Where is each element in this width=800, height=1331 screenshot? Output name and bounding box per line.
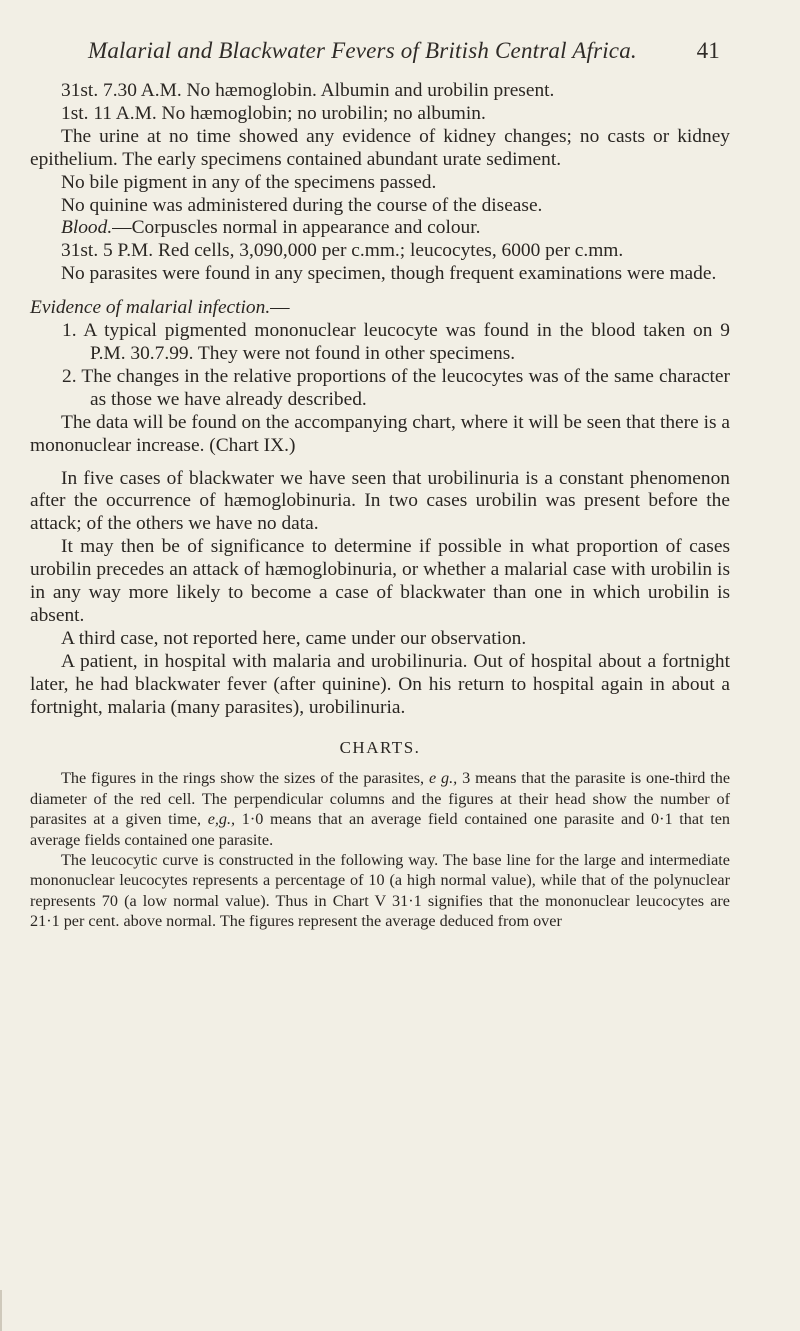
- evidence-item-1: 1. A typical pigmented mononuclear leucocyte was found in the blood taken on 9 P.M. 30.7.99. They were not found in other specimens.: [62, 320, 730, 364]
- discussion-paragraph-1: In five cases of blackwater we have seen that urobilinuria is a constant phenomenon after the occurrence of hæmoglobinuria. In two cases urobilin was present before the attack; of the others we have no data.: [30, 467, 730, 535]
- running-title: Malarial and Blackwater Fevers of British Central Africa.: [88, 38, 637, 63]
- observation-1st: 1st. 11 A.M. No hæmoglobin; no urobilin; no albumin.: [61, 102, 486, 124]
- discussion-paragraph-4: A patient, in hospital with malaria and urobilinuria. Out of hospital about a fortnight later, he had blackwater fever (after quinine). On his return to hospital again in about a fortnight, malaria (many parasites), urobilinuria.: [30, 650, 730, 718]
- parasites-paragraph: No parasites were found in any specimen, though frequent examinations were made.: [61, 263, 717, 285]
- charts-note-1-eg: e g.,: [428, 769, 458, 788]
- charts-heading: CHARTS.: [339, 738, 421, 758]
- bile-paragraph: No bile pigment in any of the specimens passed.: [61, 171, 437, 193]
- charts-note-1-eg: e,g.,: [207, 810, 236, 829]
- charts-note-1-part: The figures in the rings show the sizes of the parasites,: [61, 769, 425, 788]
- blood-text: —Corpuscles normal in appearance and colour.: [112, 217, 481, 239]
- charts-note-1-part: 1·0 means that an average field contained one parasite and 0·1 that ten average fields contained one parasite.: [30, 810, 731, 849]
- page-body: [30, 80, 730, 932]
- evidence-item-2: 2. The changes in the relative proportions of the leucocytes was of the same character as those we have already described.: [62, 365, 730, 410]
- evidence-heading: Evidence of malarial infection.: [30, 297, 271, 319]
- spacer: [30, 286, 730, 297]
- charts-notes: [30, 768, 730, 931]
- blood-count-paragraph: 31st. 5 P.M. Red cells, 3,090,000 per c.mm.; leucocytes, 6000 per c.mm.: [61, 240, 624, 262]
- quinine-paragraph: No quinine was administered during the course of the disease.: [61, 194, 543, 216]
- evidence-heading-dash: —: [270, 297, 290, 319]
- observation-31st: 31st. 7.30 A.M. No hæmoglobin. Albumin and urobilin present.: [61, 80, 555, 101]
- blood-label: Blood.: [61, 217, 113, 239]
- page-edge-shadow: [0, 1290, 2, 1331]
- discussion-paragraph-2: It may then be of significance to determine if possible in what proportion of cases urobilin precedes an attack of hæmoglobinuria, or whether a malarial case with urobilin is in any way more likely to become a case of blackwater than one in which urobilin is absent.: [30, 536, 730, 626]
- charts-note-1-part: 3 means that the parasite is one-third the diameter of the red cell. The perpendicular columns and the figures at their head show the number of parasites at a given time,: [30, 769, 731, 829]
- blood-paragraph: [30, 217, 730, 240]
- spacer: [30, 458, 730, 468]
- page-number: 41: [696, 38, 720, 63]
- evidence-heading-line: [30, 297, 730, 320]
- discussion-paragraph-3: A third case, not reported here, came under our observation.: [61, 627, 527, 649]
- urine-paragraph: The urine at no time showed any evidence of kidney changes; no casts or kidney epithelium. The early specimens contained abundant urate sediment.: [30, 125, 730, 170]
- charts-note-2: The leucocytic curve is constructed in the following way. The base line for the large and intermediate mononuclear leucocytes represents a percentage of 10 (a high normal value), while that of the polynuclear represents 70 (a low normal value). Thus in Chart V 31·1 signifies that the mononuclear leucocytes are 21·1 per cent. above normal. The figures represent the average deduced from over: [30, 851, 730, 931]
- charts-note-1: [30, 768, 730, 850]
- chart-reference-paragraph: The data will be found on the accompanying chart, where it will be seen that there is a mononuclear increase. (Chart IX.): [30, 411, 730, 456]
